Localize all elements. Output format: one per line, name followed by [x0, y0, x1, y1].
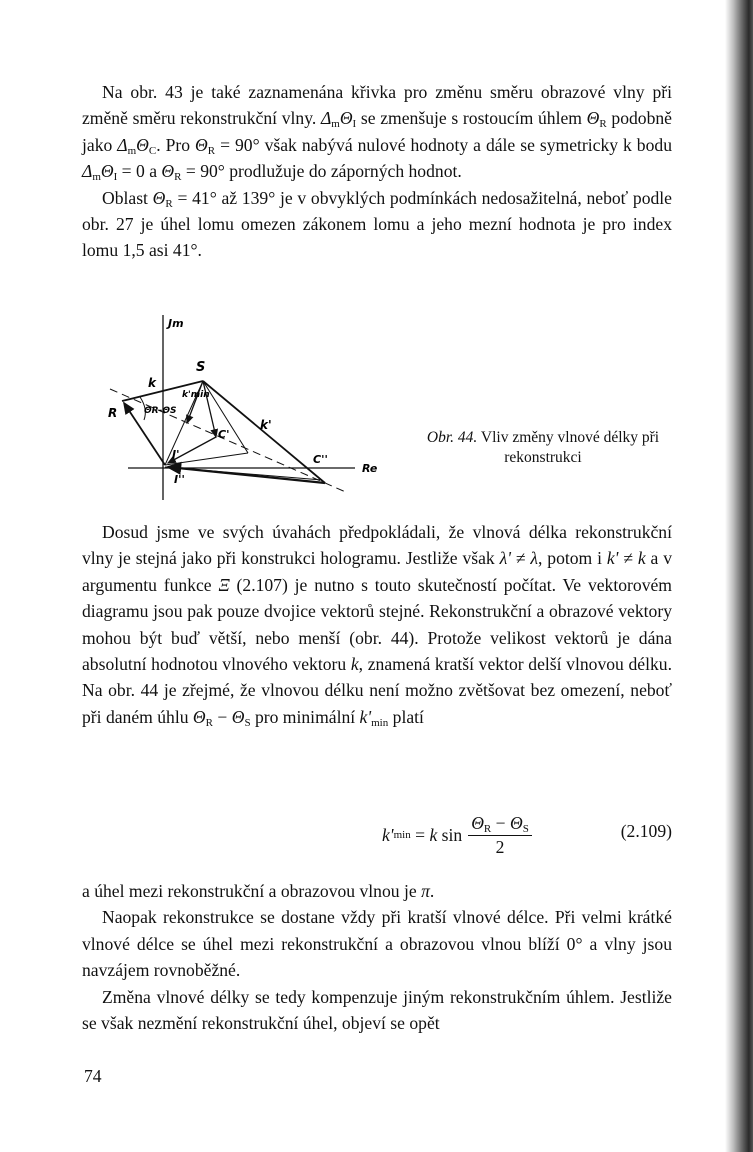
label-k-prime: k'	[260, 418, 272, 432]
figure-44-vector-diagram	[100, 305, 380, 515]
text-block-top	[82, 79, 672, 264]
label-jm: Jm	[168, 317, 184, 330]
paragraph-2: Oblast $\Theta_R = 41^\circ$ až 139° je v obvyklých podmínkách nedosažitelná, neboť podle obr. 27 je úhel lomu omezen zákonem lomu a jeho mezní hodnota je pro index lomu 1,5 asi 41°.	[82, 187, 672, 261]
label-i-double: I''	[174, 473, 185, 486]
fraction: $\frac{\Theta_R - \Theta_S}{2}$	[468, 813, 532, 858]
label-s: S	[196, 360, 206, 375]
caption-label: Obr. 44.	[426, 429, 478, 446]
label-angle: ΘR-ΘS	[144, 406, 177, 416]
vector-s-inner	[203, 381, 248, 453]
vector-origin-c-double	[165, 467, 322, 480]
caption-text: Vliv změny vlnové délky při rekonstrukci	[480, 429, 660, 466]
label-k-min: k'min	[182, 390, 210, 400]
vector-diagram-svg	[100, 305, 380, 515]
paragraph-4: a úhel mezi rekonstrukční a obrazovou vlnou je π.	[82, 881, 435, 901]
equation-number: (2.109)	[620, 821, 672, 841]
label-i-prime: I'	[172, 448, 180, 461]
text-block-middle	[82, 519, 672, 730]
label-c-prime: C'	[218, 428, 230, 441]
label-c-double: C''	[313, 453, 328, 466]
label-re: Re	[362, 462, 378, 475]
figure-caption	[398, 428, 688, 468]
book-binding-shadow	[725, 0, 753, 1152]
dashed-bisector	[110, 389, 348, 493]
paragraph-3: Dosud jsme ve svých úvahách předpokládali, že vlnová délka rekonstrukční vlny je stejná jako při konstrukci hologramu. Jestliže však λ' ≠ λ, potom i k' ≠ k a v argumentu funkce Ξ (2.107) je nutno s touto skutečností počítat. Ve vektorovém diagramu jsou pak pouze dvojice vektorů stejné. Rekonstrukční a obrazové vektory mohou být buď větší, nebo menší (obr. 44). Protože velikost vektorů je dána absolutní hodnotou vlnového vektoru k, znamená kratší vektor delší vlnovou délku. Na obr. 44 je zřejmé, že vlnovou délku není možno zvětšovat bez omezení, neboť při daném úhlu $\Theta_R - \Theta_S$ pro minimální $k'_{min}$ platí	[82, 522, 673, 729]
equation-body: k' min = k sin $\frac{\Theta_R - \Theta_S}{2}$	[382, 805, 532, 865]
label-r: R	[108, 406, 118, 420]
paragraph-5: Naopak rekonstrukce se dostane vždy při kratší vlnové délce. Při velmi krátké vlnové délce se úhel mezi rekonstrukční a obrazovou vlnou blíží 0° a vlny jsou navzájem rovnoběžné.	[82, 907, 672, 981]
paragraph-6: Změna vlnové délky se tedy kompenzuje jiným rekonstrukčním úhlem. Jestliže se však nezmění rekonstrukční úhel, objeví se opět	[82, 986, 672, 1034]
equation-2-109	[82, 805, 672, 865]
page-number: 74	[84, 1066, 102, 1086]
paragraph-1: Na obr. 43 je také zaznamenána křivka pro změnu směru obrazové vlny při změně směru rekonstrukční vlny. $\Delta_m\Theta_I$ se zmenšuje s rostoucím úhlem $\Theta_R$ podobně jako $\Delta_m\Theta_C$. Pro $\Theta_R = 90^\circ$ však nabývá nulové hodnoty a dále se symetricky k bodu $\Delta_m\Theta_I = 0$ a $\Theta_R = 90^\circ$ prodlužuje do záporných hodnot.	[82, 82, 672, 184]
text-block-bottom	[82, 878, 672, 1036]
label-k: k	[148, 376, 156, 390]
